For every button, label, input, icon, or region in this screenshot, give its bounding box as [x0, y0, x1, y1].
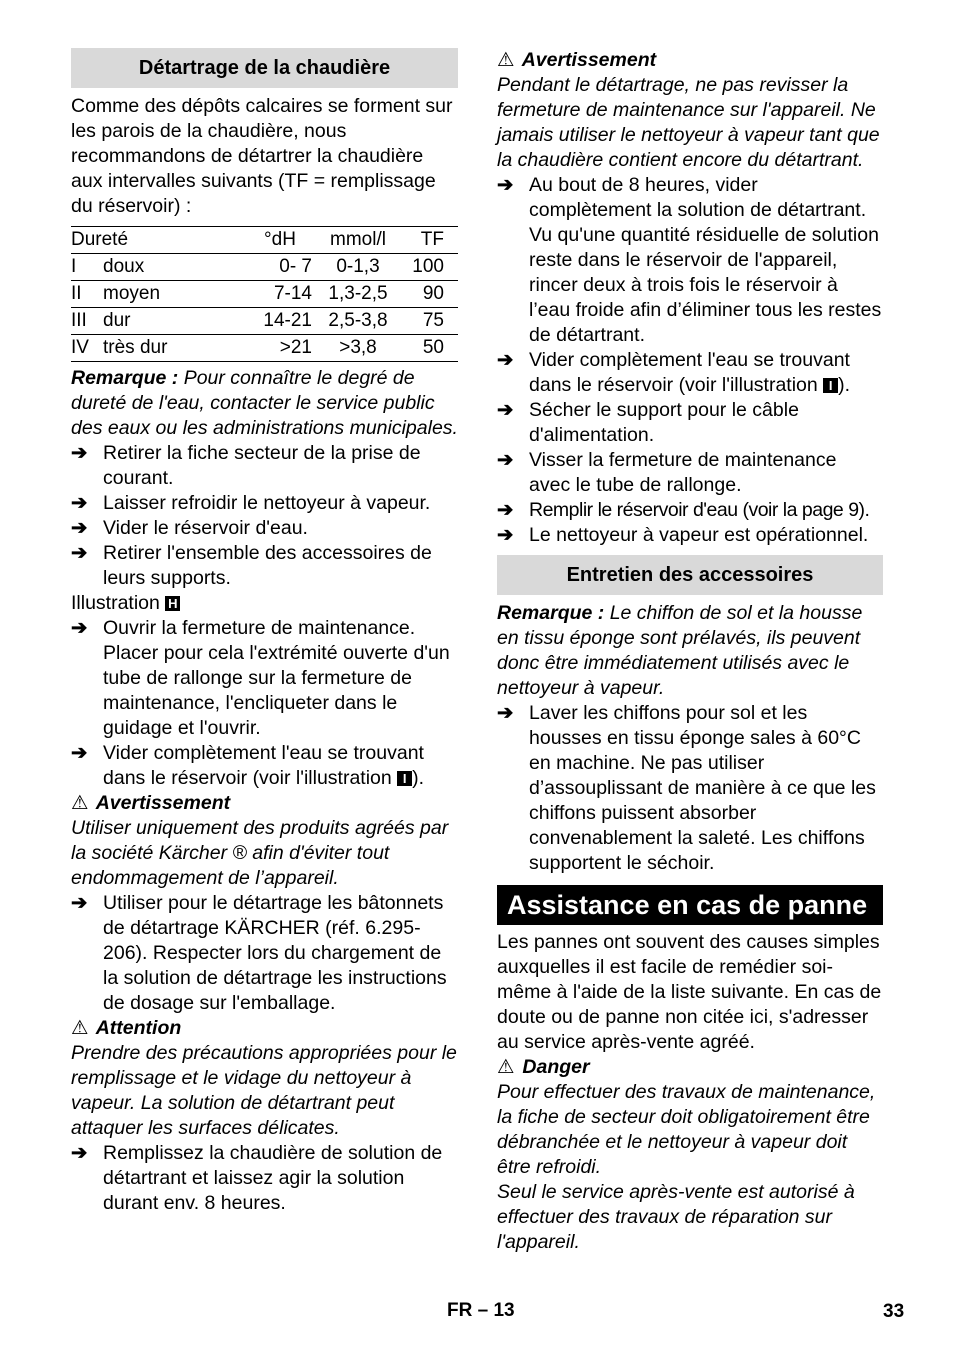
arrow-icon: ➔ — [71, 742, 88, 764]
table-header: Dureté — [71, 229, 129, 250]
danger-text: Pour effectuer des travaux de maintenance, la fiche de secteur doit obligatoirement être débranchée et le nettoyeur à vapeur doit être refroidi. — [497, 1081, 876, 1178]
list-item — [71, 741, 458, 791]
list-item-text: Remplir le réservoir d'eau (voir la page 9). — [529, 499, 870, 521]
illustration-ref — [71, 591, 458, 616]
table-cell: >21 — [279, 337, 312, 358]
table-cell: 0-1,3 — [336, 256, 380, 277]
table-cell: moyen — [103, 283, 161, 304]
table-cell: doux — [103, 256, 145, 277]
illustration-letter-badge: I — [397, 771, 412, 786]
list-item-text: Vider complètement l'eau se trouvant dans le réservoir (voir l'illustration — [529, 349, 850, 396]
attention-title: Attention — [95, 1017, 182, 1039]
list-item-text: Vider complètement l'eau se trouvant dans le réservoir (voir l'illustration — [103, 742, 424, 789]
list-item — [71, 516, 458, 541]
arrow-icon: ➔ — [497, 174, 514, 196]
list-item-text: Remplissez la chaudière de solution de détartrant et laissez agir la solution durant env. 8 heures. — [103, 1142, 443, 1214]
table-cell: dur — [103, 310, 131, 331]
arrow-icon: ➔ — [497, 524, 514, 546]
table-cell: 7-14 — [273, 283, 312, 304]
section-title-entretien: Entretien des accessoires — [497, 555, 883, 595]
table-cell: III — [71, 310, 87, 331]
table-cell: 50 — [422, 337, 444, 358]
list-item — [71, 541, 458, 591]
list-item — [71, 1141, 458, 1216]
list-item-text: Sécher le support pour le câble d'alimentation. — [529, 399, 799, 446]
table-cell: 0- 7 — [279, 256, 312, 277]
arrow-icon: ➔ — [497, 399, 514, 421]
remark — [497, 601, 883, 701]
arrow-icon: ➔ — [497, 499, 514, 521]
list-item — [71, 441, 458, 491]
list-item-text: Le nettoyeur à vapeur est opérationnel. — [529, 524, 869, 546]
arrow-icon: ➔ — [497, 449, 514, 471]
remark-text: Le chiffon de sol et la housse en tissu éponge sont prélavés, ils peuvent donc être immédiatement utilisés avec le nettoyeur à vapeur. — [497, 602, 863, 699]
danger-title: Danger — [522, 1056, 590, 1078]
list-item-text: Laisser refroidir le nettoyeur à vapeur. — [103, 492, 431, 514]
remark-label: Remarque : — [497, 602, 605, 624]
list-item-text: Ouvrir la fermeture de maintenance. Placer pour cela l'extrémité ouverte d'un tube de rallonge sur la fermeture de maintenance, l'encliqueter dans le guidage et l'ouvrir. — [103, 617, 450, 739]
footer-page-label: FR – 13 — [447, 1300, 515, 1321]
table-cell: I — [71, 256, 77, 277]
footer-page-number: 33 — [883, 1301, 905, 1322]
warning-heading — [497, 48, 883, 73]
hardness-table — [71, 226, 458, 362]
illustration-label: Illustration — [71, 592, 160, 614]
arrow-icon: ➔ — [497, 349, 514, 371]
illustration-letter-badge: H — [165, 596, 180, 611]
arrow-icon: ➔ — [71, 1142, 88, 1164]
arrow-icon: ➔ — [71, 517, 88, 539]
list-item — [497, 701, 883, 876]
attention-text: Prendre des précautions appropriées pour le remplissage et le vidage du nettoyeur à vapeur. La solution de détartrant peut attaquer les surfaces délicates. — [71, 1042, 457, 1139]
list-item — [497, 173, 883, 348]
table-cell: 2,5-3,8 — [328, 310, 388, 331]
arrow-icon: ➔ — [71, 542, 88, 564]
list-item-text: Retirer la fiche secteur de la prise de courant. — [103, 442, 421, 489]
list-item-text: Laver les chiffons pour sol et les housses en tissu éponge sales à 60°C en machine. Ne pas utiliser d’assouplissant de manière à ce que les chiffons puissent absorber convenablement la saleté. Les chiffons supportent le séchoir. — [529, 702, 876, 874]
list-item — [71, 891, 458, 1016]
list-item — [497, 523, 883, 548]
illustration-letter-badge: I — [823, 378, 838, 393]
table-cell: très dur — [103, 337, 168, 358]
remark — [71, 366, 458, 441]
warning-title: Avertissement — [521, 49, 657, 71]
warning-text: Utiliser uniquement des produits agréés par la société Kärcher ® afin d'éviter tout endommagement de l’appareil. — [71, 817, 449, 889]
list-item — [71, 616, 458, 741]
warning-heading — [71, 791, 458, 816]
left-column — [71, 48, 458, 1216]
list-item — [71, 491, 458, 516]
intro-paragraph: Comme des dépôts calcaires se forment sur les parois de la chaudière, nous recommandons de détartrer la chaudière aux intervalles suivants (TF = remplissage du réservoir) : — [71, 95, 453, 217]
warning-icon: ⚠ — [497, 1056, 515, 1078]
arrow-icon: ➔ — [71, 442, 88, 464]
danger-heading — [497, 1055, 883, 1080]
section-title-detartrage: Détartrage de la chaudière — [71, 48, 458, 88]
warning-title: Avertissement — [95, 792, 231, 814]
list-item — [497, 398, 883, 448]
table-header: TF — [420, 229, 444, 250]
attention-heading — [71, 1016, 458, 1041]
arrow-icon: ➔ — [497, 702, 514, 724]
remark-label: Remarque : — [71, 367, 179, 389]
table-row — [71, 281, 458, 308]
warning-icon: ⚠ — [497, 49, 515, 71]
list-item-text: ). — [838, 374, 851, 396]
list-item-text: Retirer l'ensemble des accessoires de leurs supports. — [103, 542, 432, 589]
arrow-icon: ➔ — [71, 617, 88, 639]
remark-text: Pour connaître le degré de dureté de l'eau, contacter le service public des eaux ou les administrations municipales. — [71, 367, 458, 439]
section-title-assistance: Assistance en cas de panne — [497, 885, 883, 925]
table-row — [71, 308, 458, 335]
arrow-icon: ➔ — [71, 892, 88, 914]
list-item-text: ). — [412, 767, 425, 789]
table-header: °dH — [264, 229, 296, 250]
table-row — [71, 254, 458, 281]
warning-text: Pendant le détartrage, ne pas revisser la fermeture de maintenance sur l'appareil. Ne jamais utiliser le nettoyeur à vapeur tant que la chaudière contient encore du détartrant. — [497, 74, 880, 171]
table-cell: 1,3-2,5 — [328, 283, 388, 304]
list-item — [497, 498, 883, 523]
table-cell: 75 — [422, 310, 444, 331]
list-item-text: Vider le réservoir d'eau. — [103, 517, 308, 539]
list-item-text: Utiliser pour le détartrage les bâtonnets de détartrage KÄRCHER (réf. 6.295-206). Respecter lors du chargement de la solution de détartrage les instructions de dosage sur l'emballage. — [103, 892, 447, 1014]
arrow-icon: ➔ — [71, 492, 88, 514]
table-row — [71, 335, 458, 362]
list-item-text: Visser la fermeture de maintenance avec le tube de rallonge. — [529, 449, 837, 496]
table-cell: >3,8 — [339, 337, 377, 358]
table-cell: IV — [71, 337, 89, 358]
table-header: mmol/l — [330, 229, 386, 250]
list-item — [497, 348, 883, 398]
table-cell: 90 — [422, 283, 444, 304]
table-header-row — [71, 227, 458, 254]
table-cell: 100 — [412, 256, 444, 277]
danger-text: Seul le service après-vente est autorisé à effectuer des travaux de réparation sur l'appareil. — [497, 1181, 855, 1253]
warning-icon: ⚠ — [71, 792, 89, 814]
list-item-text: Au bout de 8 heures, vider complètement la solution de détartrant. Vu qu'une quantité résiduelle de solution reste dans le réservoir de l'appareil, rincer deux à trois fois le réservoir à l’eau froide afin d’éliminer tous les restes de détartrant. — [529, 174, 882, 346]
list-item — [497, 448, 883, 498]
table-cell: 14-21 — [263, 310, 312, 331]
right-column — [497, 48, 883, 1255]
warning-icon: ⚠ — [71, 1017, 89, 1039]
table-cell: II — [71, 283, 82, 304]
panne-intro: Les pannes ont souvent des causes simples auxquelles il est facile de remédier soi-même à l'aide de la liste suivante. En cas de doute ou de panne non citée ici, s'adresser au service après-vente agréé. — [497, 931, 882, 1053]
